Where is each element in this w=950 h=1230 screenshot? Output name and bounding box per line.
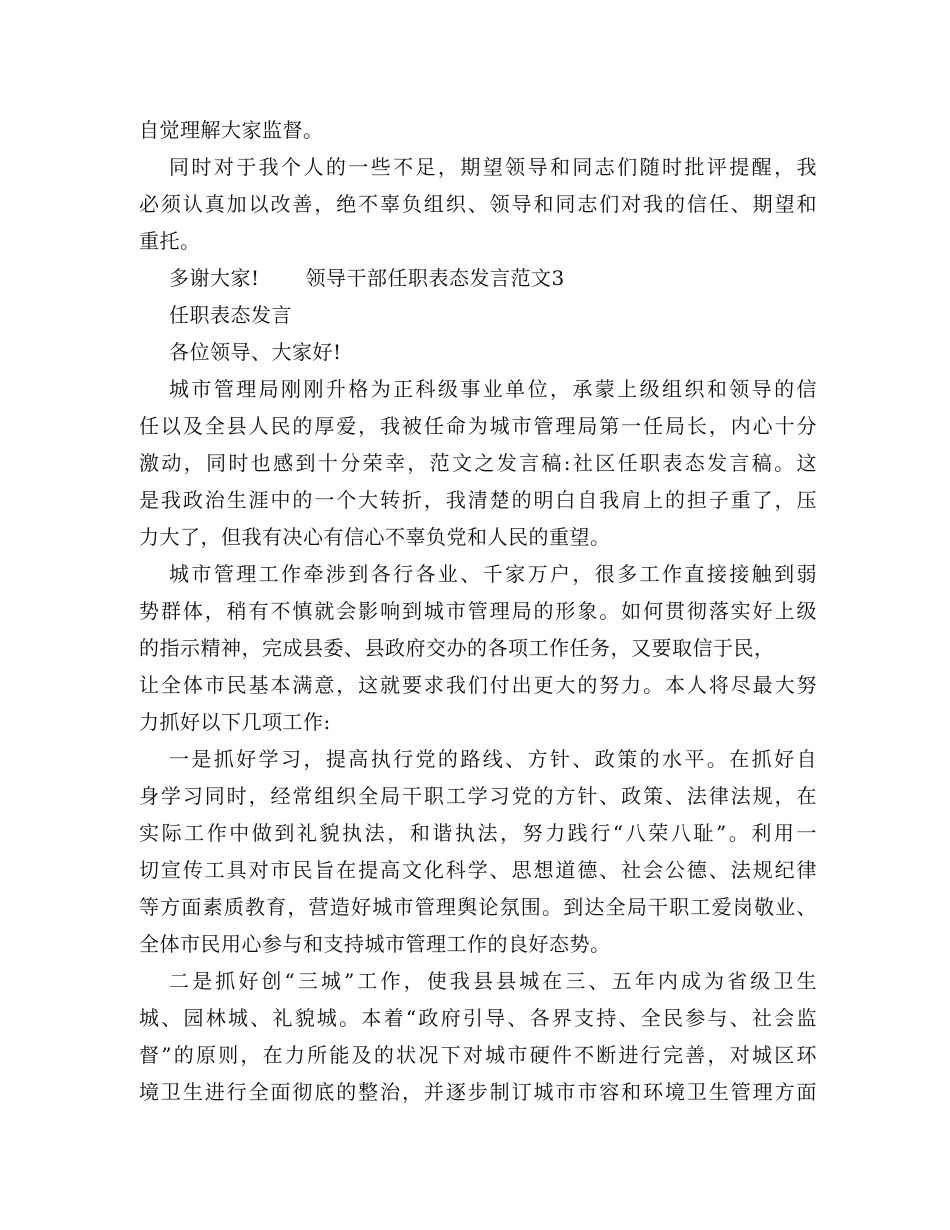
text-line: 力大了，但我有决心有信心不辜负党和人民的重望。 xyxy=(139,525,611,549)
text-line: 是我政治生涯中的一个大转折，我清楚的明白自我肩上的担子重了，压 xyxy=(139,488,817,512)
text-line: 督”的原则，在力所能及的状况下对城市硬件不断进行完善，对城区环 xyxy=(139,1043,817,1067)
text-line: 自觉理解大家监督。 xyxy=(139,118,324,142)
text-line: 城、园林城、礼貌城。本着“政府引导、各界支持、全民参与、社会监 xyxy=(139,1006,817,1030)
document-body xyxy=(139,112,817,1111)
section-heading: 任职表态发言 xyxy=(169,303,292,327)
text-line: 一是抓好学习，提高执行党的路线、方针、政策的水平。在抓好自 xyxy=(169,747,817,771)
text-line: 全体市民用心参与和支持城市管理工作的良好态势。 xyxy=(139,932,611,956)
text-line: 力抓好以下几项工作: xyxy=(139,710,331,734)
text-line: 重托。 xyxy=(139,229,201,253)
text-line: 城市管理局刚刚升格为正科级事业单位，承蒙上级组织和领导的信 xyxy=(169,377,817,401)
text-line: 二是抓好创“三城”工作，使我县县城在三、五年内成为省级卫生 xyxy=(169,969,817,993)
section-title: 领导干部任职表态发言范文3 xyxy=(305,266,565,290)
greeting: 各位领导、大家好! xyxy=(169,340,342,364)
text-line: 必须认真加以改善，绝不辜负组织、领导和同志们对我的信任、期望和 xyxy=(139,192,817,216)
text-line: 实际工作中做到礼貌执法，和谐执法，努力践行“八荣八耻”。利用一 xyxy=(139,821,817,845)
text-line: 城市管理工作牵涉到各行各业、千家万户，很多工作直接接触到弱 xyxy=(169,562,817,586)
text-line: 激动，同时也感到十分荣幸，范文之发言稿:社区任职表态发言稿。这 xyxy=(139,451,817,475)
text-line: 切宣传工具对市民旨在提高文化科学、思想道德、社会公德、法规纪律 xyxy=(139,858,817,882)
text-line: 境卫生进行全面彻底的整治，并逐步制订城市市容和环境卫生管理方面 xyxy=(139,1080,817,1104)
text-line: 任以及全县人民的厚爱，我被任命为城市管理局第一任局长，内心十分 xyxy=(139,414,817,438)
text-line: 的指示精神，完成县委、县政府交办的各项工作任务，又要取信于民， xyxy=(139,636,775,660)
text-line: 让全体市民基本满意，这就要求我们付出更大的努力。本人将尽最大努 xyxy=(139,673,817,697)
text-line xyxy=(139,260,817,297)
text-line: 身学习同时，经常组织全局干职工学习党的方针、政策、法律法规，在 xyxy=(139,784,817,808)
closing-thanks: 多谢大家! xyxy=(169,266,260,290)
text-line: 等方面素质教育，营造好城市管理舆论氛围。到达全局干职工爱岗敬业、 xyxy=(139,895,817,919)
text-line: 势群体，稍有不慎就会影响到城市管理局的形象。如何贯彻落实好上级 xyxy=(139,599,817,623)
text-line: 同时对于我个人的一些不足，期望领导和同志们随时批评提醒，我 xyxy=(169,155,817,179)
